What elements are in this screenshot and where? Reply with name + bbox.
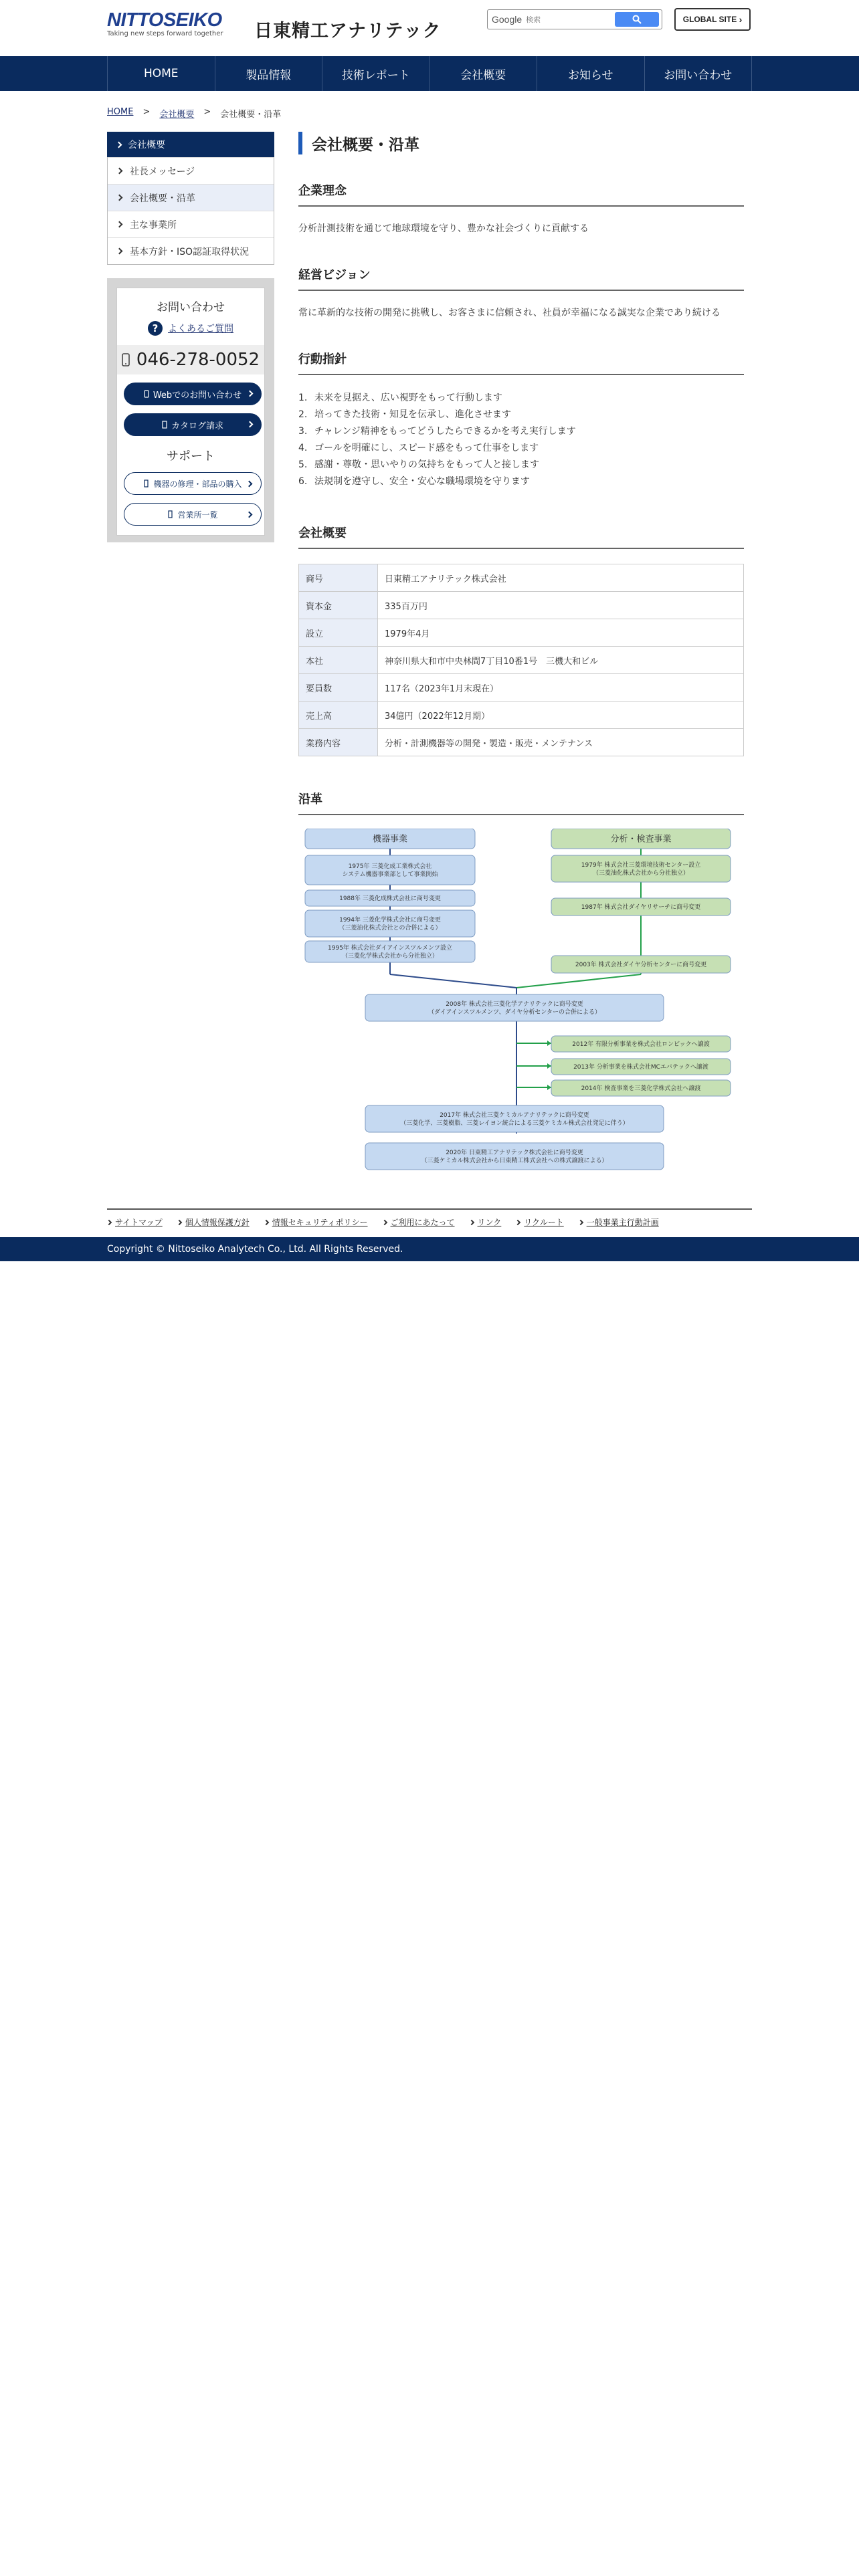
site-footer xyxy=(0,1208,859,1261)
history-event-text: 1994年 三菱化学株式会社に商号変更 xyxy=(339,917,441,924)
list-item xyxy=(298,440,744,457)
history-event-text: （三菱化学株式会社から分社独立） xyxy=(341,953,439,960)
chevron-right-icon xyxy=(246,512,253,518)
history-event-text: 1987年 株式会社ダイヤリサーチに商号変更 xyxy=(581,904,701,911)
philosophy-text: 分析計測技術を通じて地球環境を守り、豊かな社会づくりに貢献する xyxy=(298,223,589,234)
history-event xyxy=(365,1105,664,1132)
footer-link-label: リンク xyxy=(477,1218,502,1227)
breadcrumb-sep: > xyxy=(203,107,211,117)
footer-link-label: ご利用にあたって xyxy=(390,1218,455,1227)
table-key: 業務内容 xyxy=(299,729,378,756)
list-number: 6. xyxy=(298,476,308,487)
history-diagram xyxy=(298,829,744,1176)
footer-links xyxy=(107,1208,752,1228)
history-event-text: （三菱油化株式会社から分社独立） xyxy=(592,870,690,877)
footer-link-label: 情報セキュリティポリシー xyxy=(272,1218,368,1227)
logo-en: NITTOSEIKO xyxy=(107,9,222,31)
footer-link-terms[interactable] xyxy=(383,1216,455,1228)
phone-icon xyxy=(144,390,149,398)
connector-line xyxy=(390,974,516,988)
sidebar-nav xyxy=(107,157,274,265)
wrench-icon xyxy=(143,479,149,488)
sidebar-head-label: 会社概要 xyxy=(128,140,165,150)
nav-contact[interactable]: お問い合わせ xyxy=(644,56,753,91)
list-text: 法規制を遵守し、安全・安心な職場環境を守ります xyxy=(314,476,530,487)
table-value: 117名（2023年1月末現在） xyxy=(378,674,744,702)
list-item xyxy=(298,473,744,490)
chevron-right-icon xyxy=(116,221,123,228)
table-value: 335百万円 xyxy=(378,592,744,619)
web-inquiry-button[interactable] xyxy=(124,383,262,405)
chevron-right-icon xyxy=(577,1219,583,1224)
chevron-right-icon xyxy=(246,481,253,488)
nav-company[interactable]: 会社概要 xyxy=(430,56,537,91)
list-number: 3. xyxy=(298,426,308,437)
logo-jp[interactable]: 日東精工アナリテック xyxy=(254,21,442,41)
sidebar-item-offices[interactable] xyxy=(108,211,274,237)
list-number: 4. xyxy=(298,443,308,453)
chevron-right-icon xyxy=(176,1219,181,1224)
faq-link[interactable] xyxy=(124,321,258,336)
table-key: 要員数 xyxy=(299,674,378,702)
history-event xyxy=(365,1143,664,1170)
guideline-heading: 行動指針 xyxy=(298,350,744,375)
table-value: 分析・計測機器等の開発・製造・販売・メンテナンス xyxy=(378,729,744,756)
question-icon: ? xyxy=(148,321,163,336)
breadcrumb-current: 会社概要・沿革 xyxy=(220,110,282,120)
chevron-right-icon: › xyxy=(739,14,743,25)
table-row xyxy=(299,647,744,674)
list-text: チャレンジ精神をもってどうしたらできるかを考え実行します xyxy=(314,426,576,437)
table-row xyxy=(299,702,744,729)
chevron-right-icon xyxy=(515,1219,520,1224)
list-number: 2. xyxy=(298,409,308,420)
search-input[interactable] xyxy=(526,15,589,24)
table-value: 34億円（2022年12月期） xyxy=(378,702,744,729)
table-row xyxy=(299,729,744,756)
history-event-text: 2003年 株式会社ダイヤ分析センターに商号変更 xyxy=(575,962,707,968)
building-icon xyxy=(167,510,173,518)
chevron-right-icon xyxy=(468,1219,474,1224)
history-event xyxy=(305,855,475,885)
phone-label: 046-278-0052 xyxy=(136,350,260,370)
table-row xyxy=(299,564,744,592)
chevron-right-icon xyxy=(381,1219,387,1224)
table-value: 日東精工アナリテック株式会社 xyxy=(378,564,744,592)
arrow-icon xyxy=(547,1085,551,1090)
chevron-right-icon xyxy=(247,391,254,397)
table-key: 設立 xyxy=(299,619,378,647)
search-icon xyxy=(632,15,642,24)
footer-link-recruit[interactable] xyxy=(516,1216,563,1228)
sidebar-item-history[interactable] xyxy=(108,184,274,211)
table-value: 1979年4月 xyxy=(378,619,744,647)
history-event-text: （三菱油化株式会社との合併による） xyxy=(339,925,442,932)
support-title: サポート xyxy=(167,449,215,463)
history-event-text: 2017年 株式会社三菱ケミカルアナリテックに商号変更 xyxy=(440,1112,589,1119)
list-text: 培ってきた技術・知見を伝承し、進化させます xyxy=(314,409,511,420)
article xyxy=(298,132,744,1176)
office-list-button[interactable] xyxy=(124,503,262,526)
history-event-text: 1995年 株式会社ダイアインスツルメンツ設立 xyxy=(328,945,452,952)
list-text: 未来を見据え、広い視野をもって行動します xyxy=(314,393,502,403)
table-key: 本社 xyxy=(299,647,378,674)
history-event-text: 1975年 三菱化成工業株式会社 xyxy=(348,863,432,870)
list-item xyxy=(298,423,744,440)
footer-link-label: リクルート xyxy=(524,1218,564,1227)
arrow-icon xyxy=(547,1063,551,1069)
history-event-text: （三菱ケミカル株式会社から日東精工株式会社への株式譲渡による） xyxy=(421,1158,608,1164)
history-event-text: 2014年 検査事業を三菱化学株式会社へ譲渡 xyxy=(581,1085,701,1092)
sidebar-item-message[interactable] xyxy=(108,157,274,184)
history-event-text: 2012年 有限分析事業を株式会社ロンビックへ譲渡 xyxy=(572,1041,710,1048)
catalog-request-label: カタログ請求 xyxy=(171,421,223,431)
chevron-right-icon xyxy=(106,1219,112,1224)
history-event-text: 2020年 日東精工アナリテック株式会社に商号変更 xyxy=(446,1150,583,1156)
catalog-request-button[interactable] xyxy=(124,413,262,436)
phone-icon xyxy=(122,353,130,366)
history-event-text: 1988年 三菱化成株式会社に商号変更 xyxy=(339,895,441,902)
nav-products[interactable]: 製品情報 xyxy=(215,56,322,91)
footer-link-sitemap[interactable] xyxy=(107,1216,163,1228)
breadcrumb-company[interactable]: 会社概要 xyxy=(159,110,195,120)
company-logo[interactable] xyxy=(107,9,223,37)
contact-title: お問い合わせ xyxy=(157,301,225,314)
footer-link-label: サイトマップ xyxy=(115,1218,163,1227)
sidebar-item-label: 基本方針・ISO認証取得状況 xyxy=(130,246,250,257)
table-key: 売上高 xyxy=(299,702,378,729)
history-event-text: 1979年 株式会社三菱環境技術センター設立 xyxy=(581,862,701,869)
nav-tech-report[interactable]: 技術レポート xyxy=(322,56,430,91)
table-value: 神奈川県大和市中央林間7丁目10番1号 三機大和ビル xyxy=(378,647,744,674)
office-list-label: 営業所一覧 xyxy=(177,510,218,520)
overview-heading: 会社概要 xyxy=(298,524,744,549)
phone-number xyxy=(117,345,264,374)
copyright-text: Copyright © Nittoseiko Analytech Co., Ltd. All Rights Reserved. xyxy=(107,1244,403,1255)
breadcrumb xyxy=(107,107,752,120)
sidebar-item-label: 主な事業所 xyxy=(130,219,177,231)
site-header xyxy=(0,0,859,56)
footer-link-action-plan[interactable] xyxy=(579,1216,659,1228)
sidebar-item-iso[interactable] xyxy=(108,237,274,264)
table-key: 商号 xyxy=(299,564,378,592)
global-site-label: GLOBAL SITE xyxy=(682,15,737,24)
main-content xyxy=(107,132,752,1176)
copyright-bar xyxy=(0,1237,859,1261)
global-site-button[interactable] xyxy=(674,8,751,31)
history-event xyxy=(305,910,475,937)
list-text: ゴールを明確にし、スピード感をもって仕事をします xyxy=(314,443,539,453)
footer-link-security[interactable] xyxy=(264,1216,368,1228)
chevron-right-icon xyxy=(116,248,123,255)
repair-parts-button[interactable] xyxy=(124,472,262,495)
list-number: 5. xyxy=(298,459,308,470)
arrow-icon xyxy=(547,1041,551,1046)
guideline-list xyxy=(298,390,744,490)
list-item xyxy=(298,407,744,423)
chevron-right-icon xyxy=(116,141,122,148)
document-icon xyxy=(162,421,167,429)
sidebar-item-label: 会社概要・沿革 xyxy=(130,193,195,204)
logo-tagline: Taking new steps forward together xyxy=(107,30,223,37)
table-row xyxy=(299,592,744,619)
list-text: 感謝・尊敬・思いやりの気持ちをもって人と接します xyxy=(314,459,539,470)
history-event xyxy=(365,994,664,1021)
philosophy-heading: 企業理念 xyxy=(298,181,744,207)
list-item xyxy=(298,457,744,473)
chevron-right-icon xyxy=(116,195,123,201)
nav-home[interactable]: HOME xyxy=(107,56,215,91)
vision-heading: 経営ビジョン xyxy=(298,265,744,291)
footer-link-label: 個人情報保護方針 xyxy=(185,1218,250,1227)
footer-link-privacy[interactable] xyxy=(177,1216,250,1228)
repair-parts-label: 機器の修理・部品の購入 xyxy=(153,479,242,489)
table-row xyxy=(299,619,744,647)
contact-panel xyxy=(107,278,274,542)
table-key: 資本金 xyxy=(299,592,378,619)
history-event-text: 2013年 分析事業を株式会社MCエバテックへ譲渡 xyxy=(573,1064,708,1071)
history-event-text: （三菱化学、三菱樹脂、三菱レイヨン統合による三菱ケミカル株式会社発足に伴う） xyxy=(400,1120,629,1127)
table-row xyxy=(299,674,744,702)
faq-label: よくあるご質問 xyxy=(168,324,233,334)
overview-table xyxy=(298,564,744,756)
vision-text: 常に革新的な技術の開発に挑戦し、お客さまに信頼され、社員が幸福になる誠実な企業であり続ける xyxy=(298,308,721,318)
chevron-right-icon xyxy=(247,421,254,428)
history-diagram-svg xyxy=(298,829,744,1176)
sidebar xyxy=(107,132,274,1176)
search-brand: Google xyxy=(492,14,522,25)
list-number: 1. xyxy=(298,393,308,403)
sidebar-item-label: 社長メッセージ xyxy=(130,166,195,177)
search-button[interactable] xyxy=(615,12,659,27)
history-event-text: 2008年 株式会社三菱化学アナリテックに商号変更 xyxy=(446,1001,583,1008)
web-inquiry-label: Webでのお問い合わせ xyxy=(153,390,242,401)
history-head-left-text: 機器事業 xyxy=(372,834,408,845)
chevron-right-icon xyxy=(116,168,123,175)
search-box xyxy=(487,9,662,29)
footer-link-links[interactable] xyxy=(470,1216,502,1228)
sidebar-head[interactable] xyxy=(107,132,274,157)
page-title: 会社概要・沿革 xyxy=(298,132,744,154)
history-head-right-text: 分析・検査事業 xyxy=(610,834,672,845)
connector-line xyxy=(516,974,641,988)
breadcrumb-home[interactable]: HOME xyxy=(107,107,134,117)
nav-news[interactable]: お知らせ xyxy=(537,56,644,91)
history-heading: 沿革 xyxy=(298,790,744,815)
history-event xyxy=(551,855,731,882)
breadcrumb-sep: > xyxy=(142,107,151,117)
list-item xyxy=(298,390,744,407)
footer-link-label: 一般事業主行動計画 xyxy=(586,1218,659,1227)
chevron-right-icon xyxy=(263,1219,268,1224)
global-nav xyxy=(0,56,859,91)
history-event-text: システム機器事業部として事業開始 xyxy=(342,871,438,878)
history-event-text: （ダイアインスツルメンツ、ダイヤ分析センターの合併による） xyxy=(427,1009,601,1016)
